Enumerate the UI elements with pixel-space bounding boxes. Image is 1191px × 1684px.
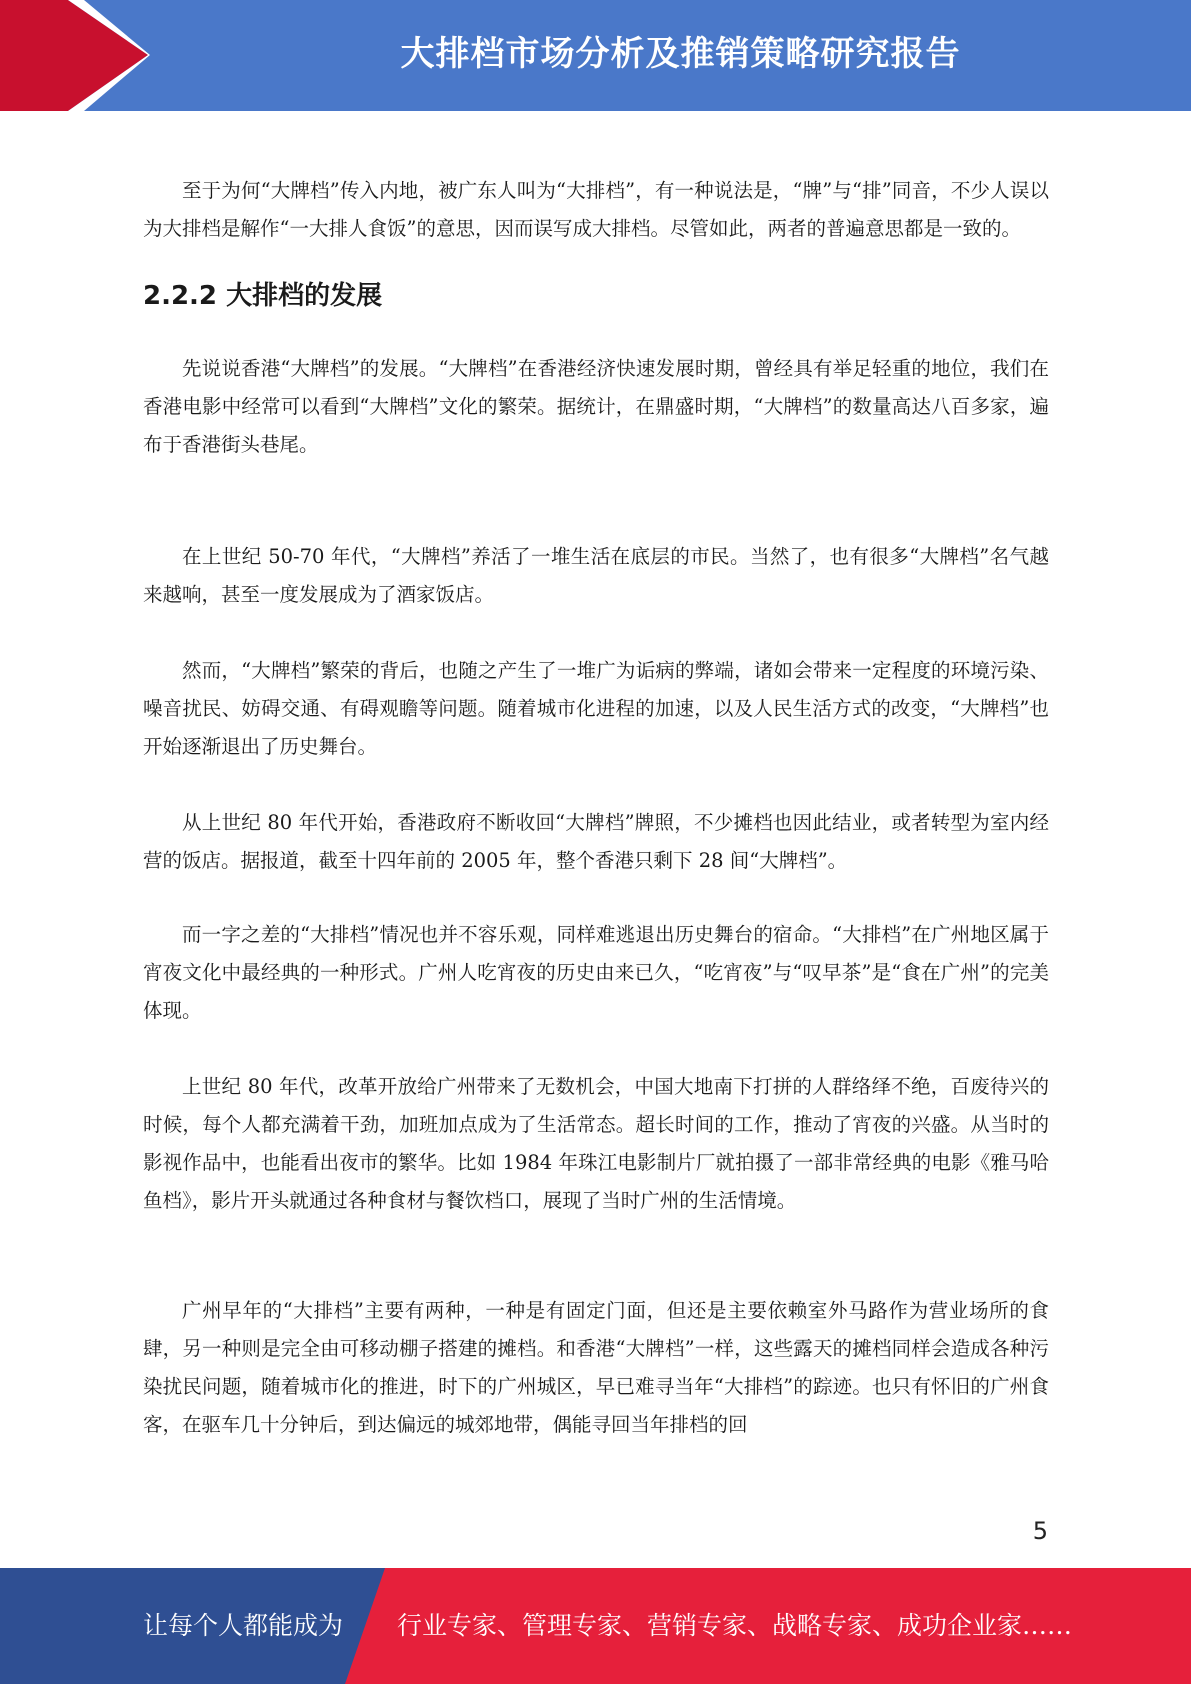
paragraph: 而一字之差的“大排档”情况也并不容乐观，同样难逃退出历史舞台的宿命。“大排档”在广州地区属于宵夜文化中最经典的一种形式。广州人吃宵夜的历史由来已久，“吃宵夜”与“叹早茶”是“食在广州”的完美体现。 [143, 923, 1049, 1022]
page-footer [0, 1568, 1191, 1684]
paragraph: 在上世纪 50-70 年代，“大牌档”养活了一堆生活在底层的市民。当然了，也有很多“大牌档”名气越来越响，甚至一度发展成为了酒家饭店。 [143, 545, 1049, 606]
paragraph: 至于为何“大牌档”传入内地，被广东人叫为“大排档”，有一种说法是，“牌”与“排”同音，不少人误以为大排档是解作“一大排人食饭”的意思，因而误写成大排档。尽管如此，两者的普遍意思都是一致的。 [143, 179, 1049, 240]
document-title: 大排档市场分析及推销策略研究报告 [400, 34, 961, 74]
paragraph: 广州早年的“大排档”主要有两种，一种是有固定门面，但还是主要依赖室外马路作为营业场所的食肆，另一种则是完全由可移动棚子搭建的摊档。和香港“大牌档”一样，这些露天的摊档同样会造成各种污染扰民问题，随着城市化的推进，时下的广州城区，早已难寻当年“大排档”的踪迹。也只有怀旧的广州食客，在驱车几十分钟后，到达偏远的城郊地带，偶能寻回当年排档的回 [143, 1299, 1049, 1436]
footer-slogan-left: 让每个人都能成为 [143, 1611, 344, 1640]
paragraph: 然而，“大牌档”繁荣的背后，也随之产生了一堆广为诟病的弊端，诸如会带来一定程度的环境污染、噪音扰民、妨碍交通、有碍观瞻等问题。随着城市化进程的加速，以及人民生活方式的改变，“大牌档”也开始逐渐退出了历史舞台。 [143, 659, 1049, 758]
page-content [143, 172, 1049, 1444]
paragraph: 先说说香港“大牌档”的发展。“大牌档”在香港经济快速发展时期，曾经具有举足轻重的地位，我们在香港电影中经常可以看到“大牌档”文化的繁荣。据统计，在鼎盛时期，“大牌档”的数量高达八百多家，遍布于香港街头巷尾。 [143, 357, 1049, 456]
paragraph: 从上世纪 80 年代开始，香港政府不断收回“大牌档”牌照，不少摊档也因此结业，或者转型为室内经营的饭店。据报道，截至十四年前的 2005 年，整个香港只剩下 28 间“大牌档”。 [143, 811, 1049, 872]
footer-slogan-right: 行业专家、管理专家、营销专家、战略专家、成功企业家…… [397, 1611, 1073, 1640]
page-header [0, 0, 1191, 111]
page-number: 5 [1032, 1517, 1048, 1545]
section-heading: 2.2.2 大排档的发展 [143, 281, 383, 311]
paragraph: 上世纪 80 年代，改革开放给广州带来了无数机会，中国大地南下打拼的人群络绎不绝，百废待兴的时候，每个人都充满着干劲，加班加点成为了生活常态。超长时间的工作，推动了宵夜的兴盛。从当时的影视作品中，也能看出夜市的繁华。比如 1984 年珠江电影制片厂就拍摄了一部非常经典的电影《雅马哈鱼档》，影片开头就通过各种食材与餐饮档口，展现了当时广州的生活情境。 [143, 1075, 1049, 1212]
